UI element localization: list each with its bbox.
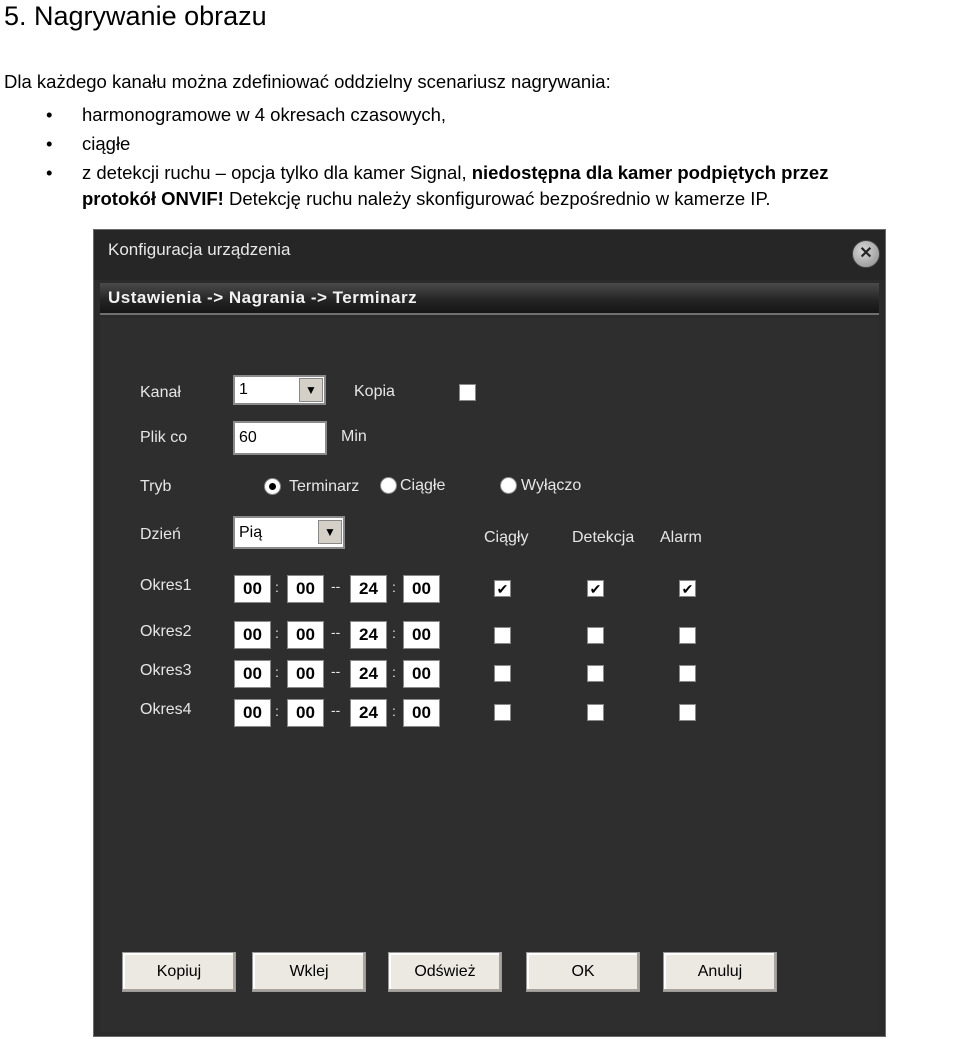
page-title: 5. Nagrywanie obrazu [4, 1, 267, 31]
mode-radio-schedule[interactable] [264, 478, 281, 495]
copy-label: Kopia [354, 383, 395, 400]
dialog-titlebar [94, 230, 885, 280]
period-end-minute[interactable]: 00 [403, 575, 440, 603]
detection-checkbox[interactable] [587, 627, 604, 644]
chevron-down-icon[interactable]: ▼ [299, 378, 323, 402]
time-separator: : [392, 579, 396, 595]
column-header: Alarm [660, 529, 702, 546]
mode-option-label: Wyłączo [521, 477, 582, 494]
mode-radio-off[interactable] [500, 477, 517, 494]
list-item: • harmonogramowe w 4 okresach czasowych, [0, 100, 960, 129]
settings-panel [100, 318, 879, 1032]
period-start-minute[interactable]: 00 [287, 699, 324, 727]
time-separator: : [392, 664, 396, 680]
alarm-checkbox[interactable] [679, 665, 696, 682]
period-end-hour[interactable]: 24 [350, 699, 387, 727]
list-item: • ciągłe [0, 129, 960, 158]
period-start-hour[interactable]: 00 [234, 575, 271, 603]
period-label: Okres3 [140, 662, 192, 679]
time-separator: : [275, 579, 279, 595]
day-select[interactable]: Pią ▼ [233, 516, 345, 549]
period-start-minute[interactable]: 00 [287, 660, 324, 688]
column-header: Ciągły [484, 529, 529, 546]
breadcrumb [100, 283, 879, 315]
range-separator: -- [331, 663, 341, 679]
time-separator: : [392, 703, 396, 719]
period-start-minute[interactable]: 00 [287, 575, 324, 603]
range-separator: -- [331, 702, 341, 718]
period-start-hour[interactable]: 00 [234, 621, 271, 649]
alarm-checkbox[interactable] [679, 580, 696, 597]
file-every-label: Plik co [140, 429, 188, 446]
period-label: Okres4 [140, 701, 192, 718]
period-end-hour[interactable]: 24 [350, 660, 387, 688]
period-label: Okres1 [140, 577, 192, 594]
channel-label: Kanał [140, 384, 181, 401]
file-every-unit: Min [341, 428, 367, 445]
mode-option-label: Terminarz [289, 478, 360, 495]
copy-button[interactable]: Kopiuj [122, 952, 236, 992]
file-every-input[interactable]: 60 [233, 421, 327, 455]
time-separator: : [275, 664, 279, 680]
chevron-down-icon[interactable]: ▼ [318, 520, 342, 544]
period-end-hour[interactable]: 24 [350, 621, 387, 649]
continuous-checkbox[interactable] [494, 704, 511, 721]
period-end-hour[interactable]: 24 [350, 575, 387, 603]
check-icon: ✔ [496, 580, 509, 597]
detection-checkbox[interactable] [587, 580, 604, 597]
time-separator: : [392, 625, 396, 641]
period-end-minute[interactable]: 00 [403, 699, 440, 727]
channel-select[interactable]: 1 ▼ [233, 375, 326, 405]
detection-checkbox[interactable] [587, 665, 604, 682]
mode-label: Tryb [140, 478, 172, 495]
period-label: Okres2 [140, 623, 192, 640]
ok-button[interactable]: OK [526, 952, 640, 992]
paste-button[interactable]: Wklej [252, 952, 366, 992]
continuous-checkbox[interactable] [494, 665, 511, 682]
list-item: • z detekcji ruchu – opcja tylko dla kamer Signal, niedostępna dla kamer podpiętych przez protokół ONVIF! Detekcję ruchu należy skonfigurować bezpośrednio w kamerze IP. [46, 162, 829, 209]
bullet-icon: • [46, 104, 53, 125]
period-end-minute[interactable]: 00 [403, 621, 440, 649]
time-separator: : [275, 703, 279, 719]
period-start-minute[interactable]: 00 [287, 621, 324, 649]
check-icon: ✔ [681, 580, 694, 597]
detection-checkbox[interactable] [587, 704, 604, 721]
mode-radio-continuous[interactable] [380, 477, 397, 494]
breadcrumb-text: Ustawienia -> Nagrania -> Terminarz [108, 288, 418, 307]
time-separator: : [275, 625, 279, 641]
dialog-title: Konfiguracja urządzenia [108, 240, 291, 259]
alarm-checkbox[interactable] [679, 627, 696, 644]
cancel-button[interactable]: Anuluj [663, 952, 777, 992]
period-end-minute[interactable]: 00 [403, 660, 440, 688]
close-icon[interactable]: ✕ [852, 240, 880, 268]
intro-text: Dla każdego kanału można zdefiniować oddzielny scenariusz nagrywania: [4, 71, 611, 92]
bullet-icon: • [46, 133, 53, 154]
continuous-checkbox[interactable] [494, 580, 511, 597]
bullet-icon: • [46, 162, 53, 183]
refresh-button[interactable]: Odśwież [388, 952, 502, 992]
range-separator: -- [331, 624, 341, 640]
period-start-hour[interactable]: 00 [234, 660, 271, 688]
scenario-list [0, 100, 960, 212]
check-icon: ✔ [589, 580, 602, 597]
day-label: Dzień [140, 526, 181, 543]
alarm-checkbox[interactable] [679, 704, 696, 721]
continuous-checkbox[interactable] [494, 627, 511, 644]
device-config-dialog [93, 229, 886, 1037]
column-header: Detekcja [572, 529, 635, 546]
copy-checkbox[interactable] [459, 384, 476, 401]
mode-option-label: Ciągłe [400, 477, 446, 494]
period-start-hour[interactable]: 00 [234, 699, 271, 727]
range-separator: -- [331, 578, 341, 594]
